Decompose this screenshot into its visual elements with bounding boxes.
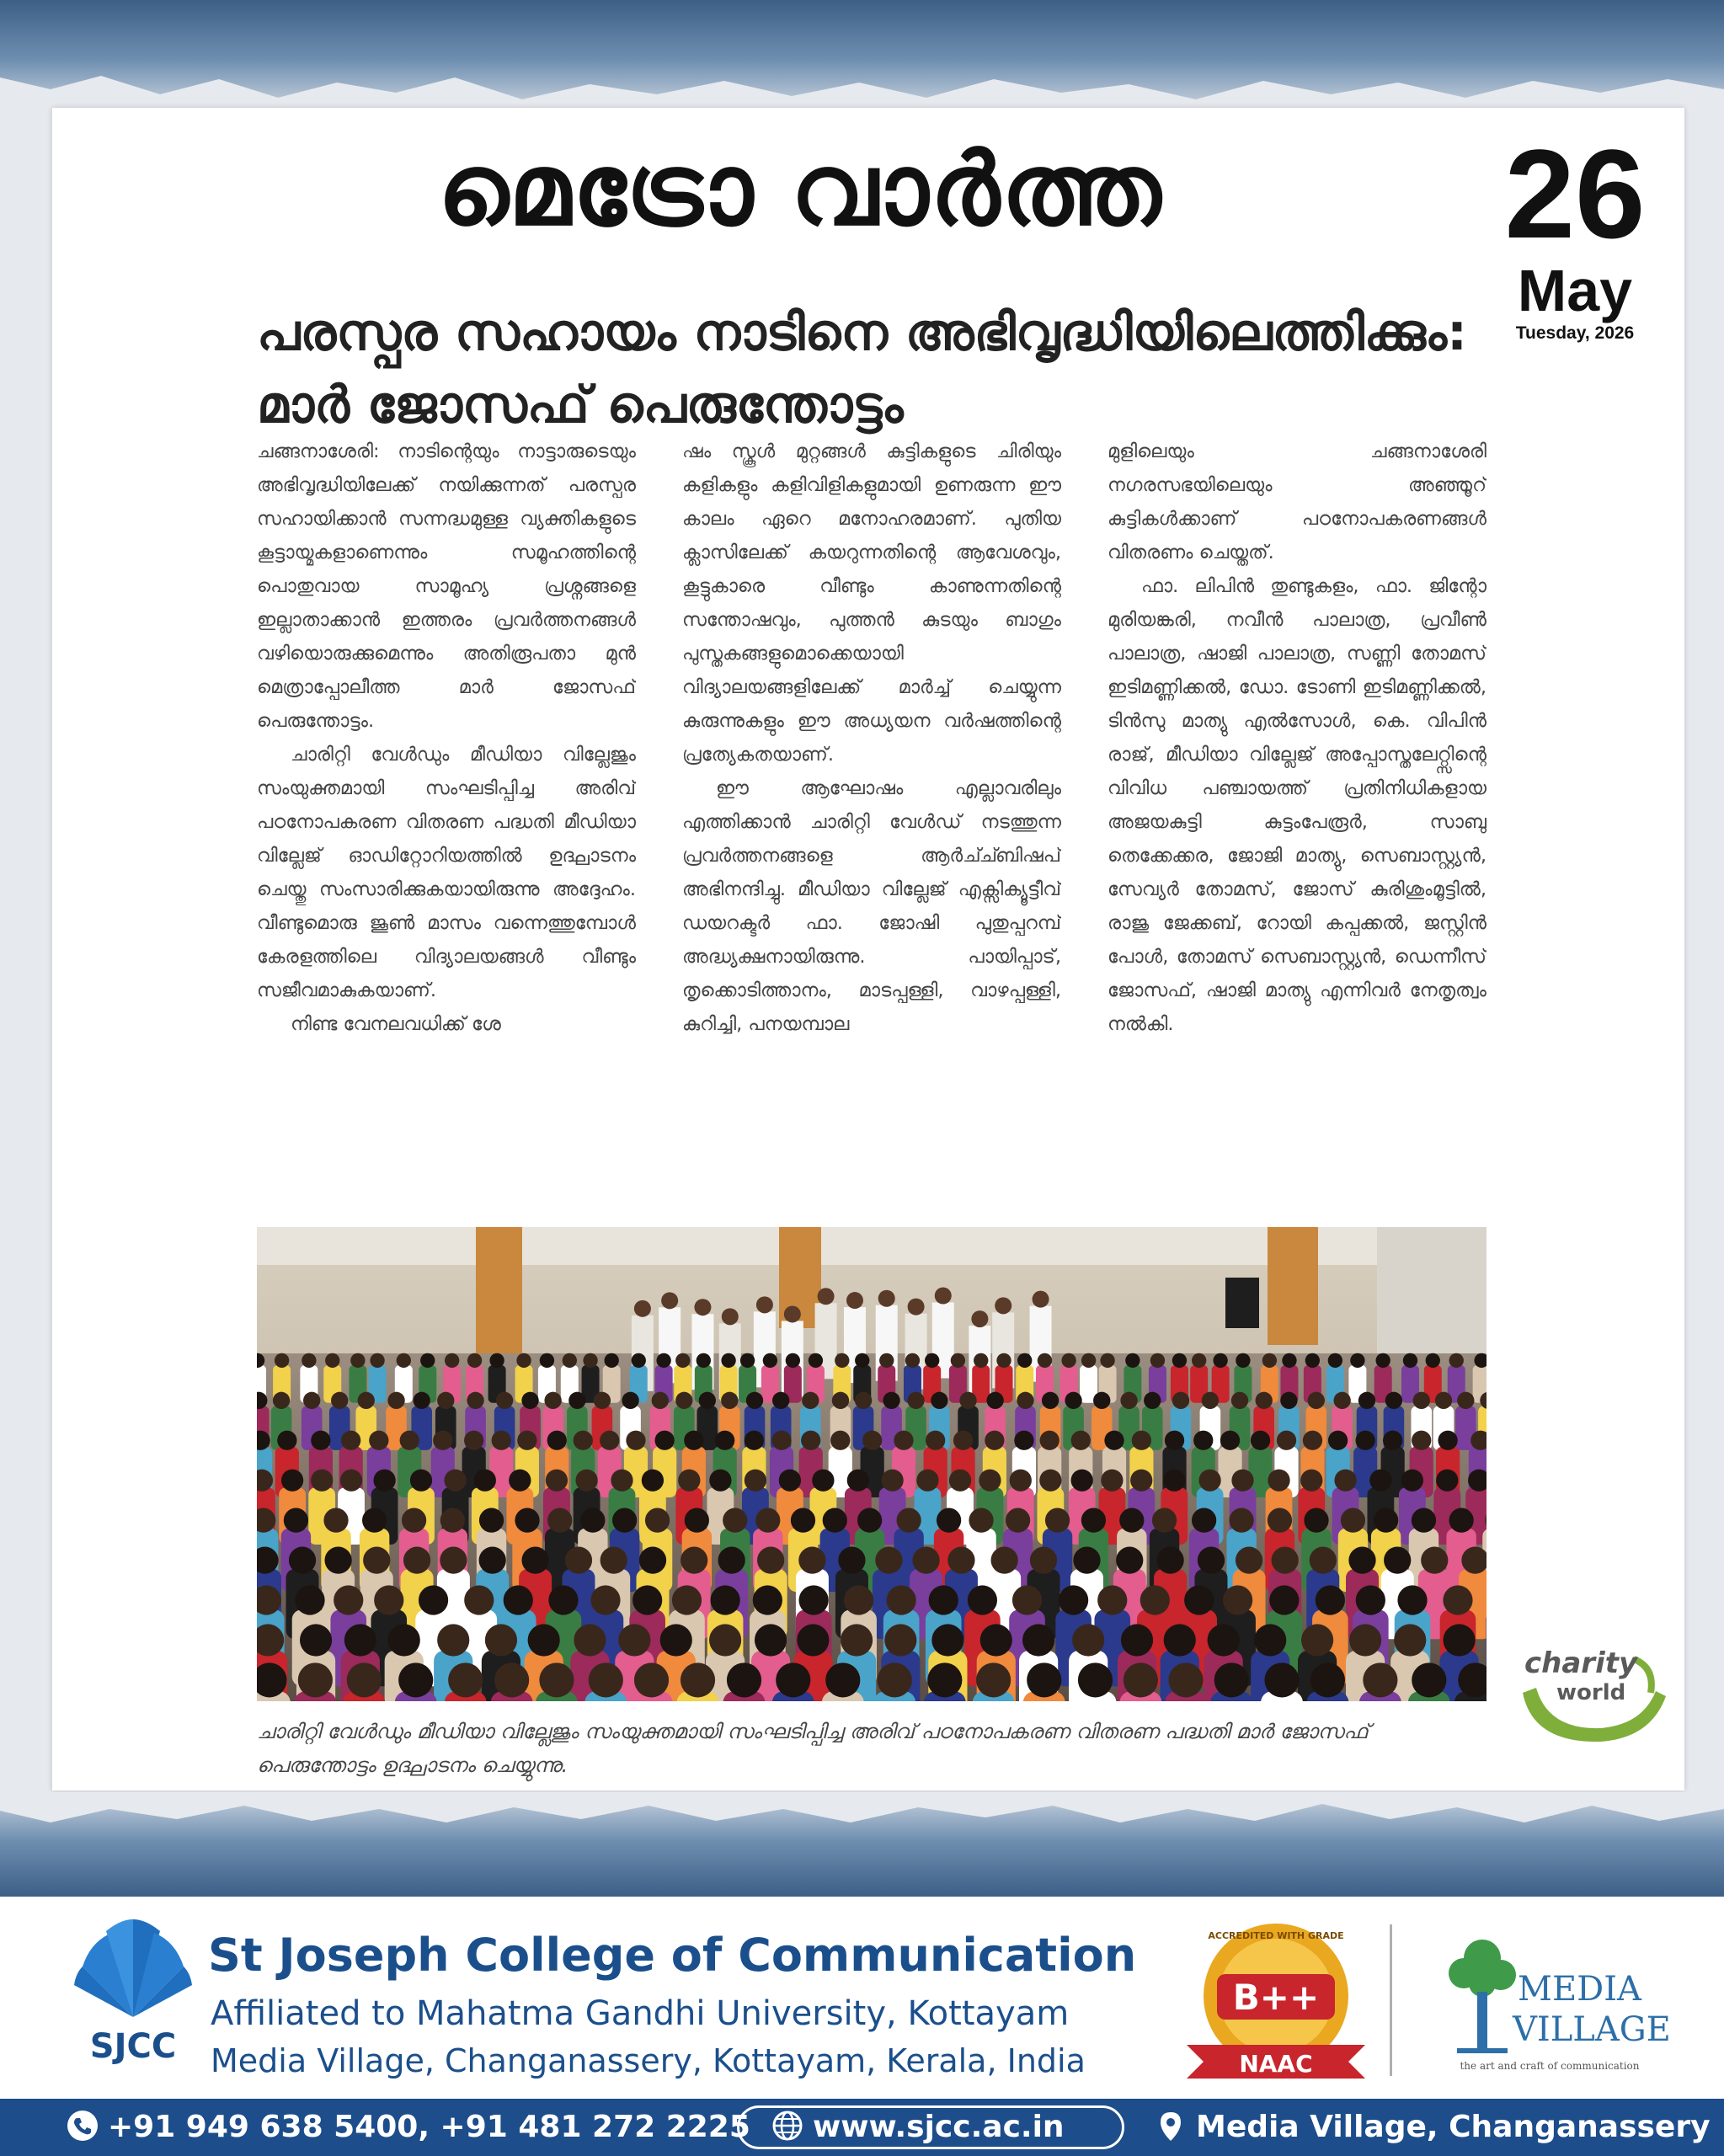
article-paragraph: ചാരിറ്റി വേൾഡും മീഡിയാ വില്ലേജും സംയുക്തമായി സംഘടിപ്പിച്ച അരിവ് പഠനോപകരണ വിതരണ പദ്ധതി മീഡിയാ വില്ലേജ് ഓഡിറ്റോറിയത്തിൽ ഉദ്ഘാടനം ചെയ്തു സംസാരിക്കുകയായിരുന്നു അദ്ദേഹം. വീണ്ടുമൊരു ജൂൺ മാസം വന്നെത്തുമ്പോൾ കേരളത്തിലെ വിദ്യാലയങ്ങൾ വീണ്ടും സജീവമാകുകയാണ്. (257, 744, 636, 1001)
naac-seal-icon (1175, 1919, 1377, 2087)
photo-caption: ചാരിറ്റി വേൾഡും മീഡിയാ വില്ലേജും സംയുക്തമായി സംഘടിപ്പിച്ച അരിവ് പഠനോപകരണ വിതരണ പദ്ധതി മാർ ജോസഫ് പെരുന്തോട്ടം ഉദ്ഘാടനം ചെയ്യുന്നു. (257, 1720, 1369, 1777)
contact-bar (0, 2099, 1724, 2156)
sjcc-logo-text: SJCC (89, 2027, 177, 2066)
charity-world-logo (1508, 1625, 1676, 1752)
location-pin-icon (1154, 2109, 1188, 2143)
article-paragraph: ഈ ആഘോഷം എല്ലാവരിലും എത്തിക്കാൻ ചാരിറ്റി വേൾഡ് നടത്തുന്ന പ്രവർത്തനങ്ങളെ ആർച്ച്ബിഷപ് അഭിനന്ദിച്ചു. മീഡിയാ വില്ലേജ് എക്സിക്യൂട്ടീവ് ഡയറക്ടർ ഫാ. ജോഷി പുതുപ്പറമ്പ് അദ്ധ്യക്ഷനായിരുന്നു. പായിപ്പാട്, തൃക്കൊടിത്താനം, മാടപ്പള്ളി, വാഴപ്പള്ളി, കുറിച്ചി, പനയമ്പാല (682, 777, 1061, 1035)
charity-logo-line-2: world (1556, 1680, 1626, 1705)
sjcc-logo (66, 1908, 200, 2076)
college-name: St Joseph College of Communication (208, 1929, 1137, 1982)
headline (257, 296, 1486, 441)
headline-line-2: മാർ ജോസഫ് പെരുന്തോട്ടം (257, 376, 904, 435)
article-column-2 (682, 435, 1061, 1218)
contact-address-text: Media Village, Changanassery (1196, 2110, 1711, 2144)
date-month: May (1517, 258, 1633, 323)
phone-icon (66, 2109, 99, 2143)
crowd-photo-illustration (257, 1227, 1486, 1701)
globe-icon (771, 2109, 804, 2143)
torn-edge-top (0, 61, 1724, 111)
headline-line-1: പരസ്പര സഹായം നാടിനെ അഭിവൃദ്ധിയിലെത്തിക്കും: (257, 303, 1468, 362)
torn-edge-bottom (0, 1792, 1724, 1834)
date-weekday: Tuesday, 2026 (1515, 323, 1635, 343)
mv-logo-line-1: MEDIA (1518, 1970, 1641, 2009)
contact-website[interactable] (771, 2099, 1065, 2156)
article-paragraph: ഷം സ്കൂൾ മുറ്റങ്ങൾ കുട്ടികളുടെ ചിരിയും കളികളും കളിവിളികളുമായി ഉണരുന്ന ഈ കാലം ഏറെ മനോഹരമാണ്. പുതിയ ക്ലാസിലേക്ക് കയറുന്നതിന്റെ ആവേശവും, കൂട്ടുകാരെ വീണ്ടും കാണുന്നതിന്റെ സന്തോഷവും, പുത്തൻ കുടയും ബാഗും പുസ്തകങ്ങളുമൊക്കെയായി വിദ്യാലയങ്ങളിലേക്ക് മാർച്ച് ചെയ്യുന്ന കുരുന്നുകളും ഈ അധ്യയന വർഷത്തിന്റെ പ്രത്യേകതയാണ്. (682, 440, 1061, 766)
article-paragraph: മുളിലെയും ചങ്ങനാശേരി നഗരസഭയിലെയും അഞ്ഞൂറ് കുട്ടികൾക്കാണ് പഠനോപകരണങ്ങൾ വിതരണം ചെയ്തത്. (1108, 440, 1486, 563)
mv-tagline: the art and craft of communication (1460, 2060, 1640, 2072)
masthead: മെട്രോ വാർത്ത (437, 131, 1163, 248)
mv-logo-line-2: VILLAGE (1513, 2010, 1671, 2049)
naac-badge (1175, 1919, 1377, 2087)
naac-ring-text: ACCREDITED WITH GRADE (1208, 1930, 1344, 1941)
contact-phone-text: +91 949 638 5400, +91 481 272 2225 (108, 2110, 750, 2144)
article-paragraph: ഫാ. ലിപിൻ തുണ്ടുകളം, ഫാ. ജിന്റോ മുരിയങ്കരി, നവീൻ പാലാത്ര, പ്രവീൺ പാലാത്ര, ഷാജി പാലാത്ര, സണ്ണി തോമസ് ഇടിമണ്ണിക്കൽ, ഡോ. ടോണി ഇടിമണ്ണിക്കൽ, ടിൻസു മാത്യു എൽസോൾ, കെ. വിപിൻ രാജ്, മീഡിയാ വില്ലേജ് അപ്പോസ്തലേറ്റ്സിന്റെ വിവിധ പഞ്ചായത്ത് പ്രതിനിധികളായ അജയകുട്ടി കുട്ടംപേരൂർ, സാബു തെക്കേക്കര, ജോജി മാത്യു, സെബാസ്റ്റ്യൻ, സേവ്യർ തോമസ്, ജോസ് കുരിശുംമൂട്ടിൽ, രാജു ജേക്കബ്, റോയി കപ്പക്കൽ, ജസ്റ്റിൻ പോൾ, തോമസ് സെബാസ്റ്റ്യൻ, ഡെന്നീസ് ജോസഫ്, ഷാജി മാത്യു എന്നിവർ നേതൃത്വം നൽകി. (1108, 575, 1486, 1035)
charity-logo-line-1: charity (1524, 1646, 1638, 1680)
contact-website-text: www.sjcc.ac.in (813, 2110, 1065, 2144)
naac-grade: B++ (1232, 1977, 1320, 2018)
sjcc-shell-icon (66, 1908, 200, 2076)
article-columns (257, 435, 1486, 1218)
article-column-1 (257, 435, 636, 1218)
article-column-3 (1108, 435, 1486, 1218)
footer-divider (1390, 1924, 1392, 2076)
bottom-torn-paper-band (0, 1794, 1724, 1897)
media-village-tree-icon (1423, 1924, 1676, 2076)
top-torn-paper-band (0, 0, 1724, 109)
naac-label: NAAC (1239, 2050, 1313, 2078)
charity-world-hand-icon (1508, 1625, 1676, 1752)
event-photo (257, 1227, 1486, 1701)
contact-phone[interactable] (66, 2099, 750, 2156)
article-paragraph: നിണ്ട വേനലവധിക്ക് ശേ (291, 1013, 501, 1035)
contact-address[interactable] (1154, 2099, 1711, 2156)
media-village-logo (1423, 1924, 1676, 2076)
article-paragraph: ചങ്ങനാശേരി: നാടിന്റെയും നാട്ടാരുടെയും അഭിവൃദ്ധിയിലേക്ക് നയിക്കുന്നത് പരസ്പര സഹായിക്കാൻ സന്നദ്ധമുള്ള വ്യക്തികളുടെ കൂട്ടായ്മകളാണെന്നും സമൂഹത്തിന്റെ പൊതുവായ സാമൂഹ്യ പ്രശ്നങ്ങളെ ഇല്ലാതാക്കാൻ ഇത്തരം പ്രവർത്തനങ്ങൾ വഴിയൊരുക്കുമെന്നും അതിരൂപതാ മുൻ മെത്രാപ്പോലീത്ത മാർ ജോസഫ് പെരുന്തോട്ടം. (257, 440, 636, 732)
college-location: Media Village, Changanassery, Kottayam, Kerala, India (211, 2042, 1086, 2079)
date-day: 26 (1504, 123, 1646, 264)
college-affiliation: Affiliated to Mahatma Gandhi University, Kottayam (211, 1994, 1070, 2033)
